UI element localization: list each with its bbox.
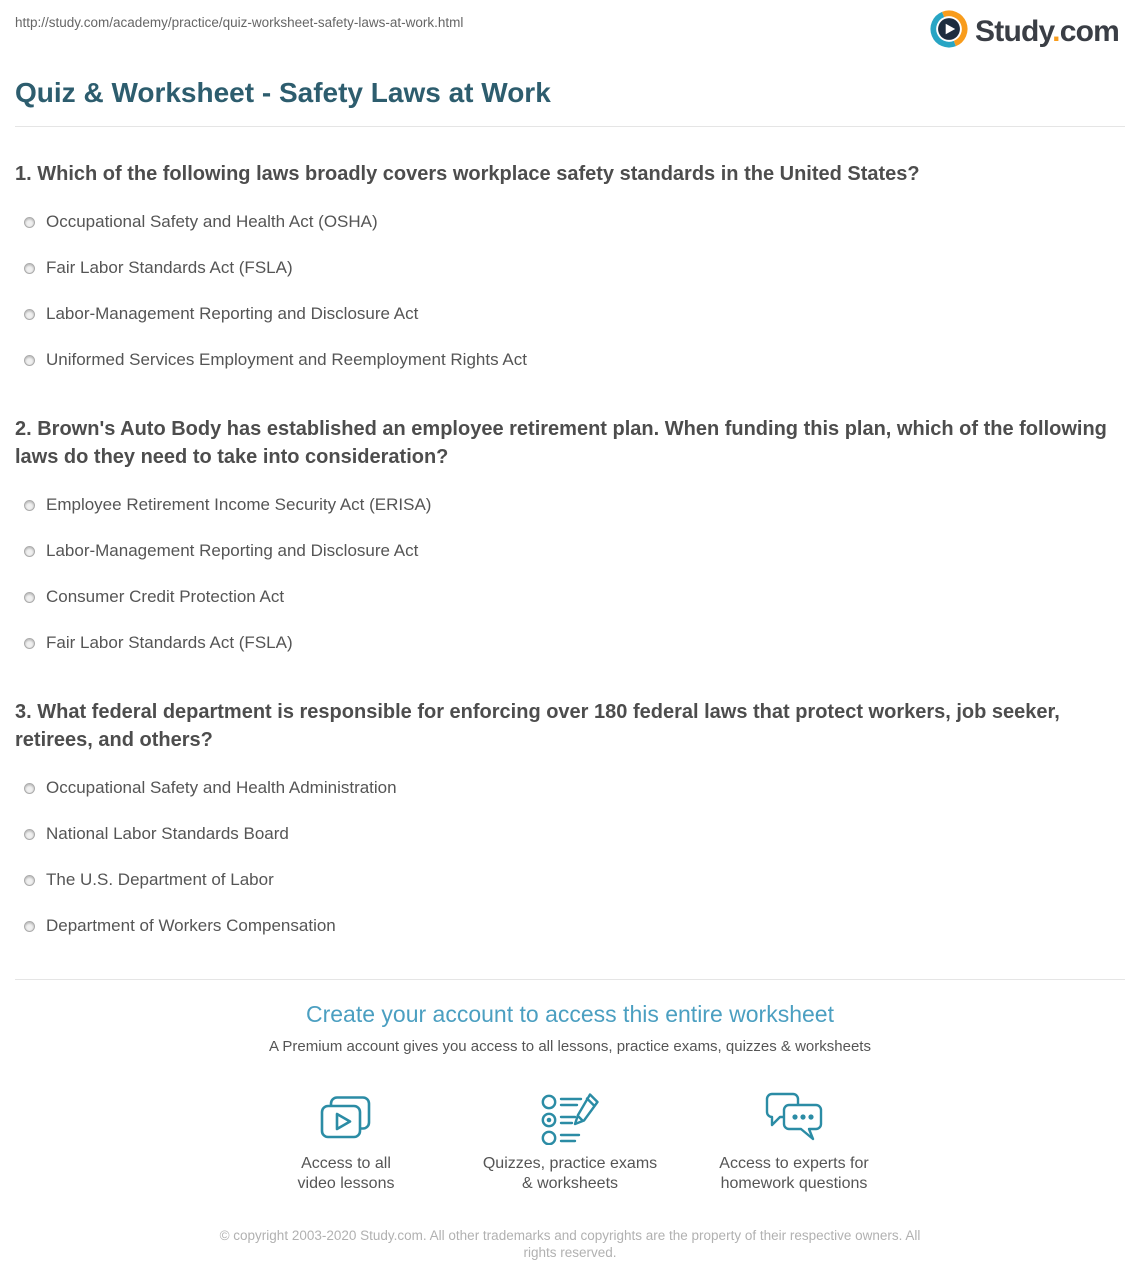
question-1 [15, 160, 1125, 370]
title-divider [15, 126, 1125, 127]
cta-title: Create your account to access this entire worksheet [306, 1001, 834, 1027]
question-3-option-1[interactable] [15, 778, 1125, 798]
option-label[interactable]: Labor-Management Reporting and Disclosure Act [46, 304, 419, 323]
video-lessons-icon [240, 1089, 452, 1145]
page-url: http://study.com/academy/practice/quiz-worksheet-safety-laws-at-work.html [15, 15, 464, 30]
radio-button[interactable] [24, 217, 35, 228]
feature-label: Access to experts for homework questions [719, 1155, 869, 1192]
radio-button[interactable] [24, 875, 35, 886]
radio-button[interactable] [24, 355, 35, 366]
footer [0, 1227, 1140, 1261]
studycom-play-icon [930, 10, 968, 53]
cta-section [0, 1001, 1140, 1194]
option-label[interactable]: Occupational Safety and Health Act (OSHA) [46, 212, 378, 231]
question-2 [15, 415, 1125, 653]
question-2-option-3[interactable] [15, 587, 1125, 607]
topbar [0, 0, 1140, 53]
cta-subtitle: A Premium account gives you access to all lessons, practice exams, quizzes & worksheets [269, 1038, 871, 1055]
question-2-text: 2. Brown's Auto Body has established an employee retirement plan. When funding this plan, which of the following laws do they need to take into consideration? [15, 418, 1107, 468]
option-label[interactable]: Fair Labor Standards Act (FSLA) [46, 258, 293, 277]
radio-button[interactable] [24, 638, 35, 649]
studycom-logo[interactable] [930, 10, 1119, 53]
option-label[interactable]: Fair Labor Standards Act (FSLA) [46, 633, 293, 652]
content-divider [15, 979, 1125, 980]
radio-button[interactable] [24, 500, 35, 511]
page-title: Quiz & Worksheet - Safety Laws at Work [15, 77, 551, 108]
question-2-option-1[interactable] [15, 495, 1125, 515]
feature-expert-chat [688, 1089, 900, 1194]
feature-video-lessons [240, 1089, 452, 1194]
feature-label: Quizzes, practice exams & worksheets [482, 1155, 658, 1192]
quizzes-worksheets-icon [464, 1089, 676, 1145]
studycom-wordmark: Study.com [975, 14, 1119, 48]
question-1-option-4[interactable] [15, 350, 1125, 370]
expert-chat-icon [688, 1089, 900, 1145]
option-label[interactable]: Employee Retirement Income Security Act (ERISA) [46, 495, 432, 514]
radio-button[interactable] [24, 546, 35, 557]
radio-button[interactable] [24, 783, 35, 794]
radio-button[interactable] [24, 829, 35, 840]
option-label[interactable]: Consumer Credit Protection Act [46, 587, 285, 606]
question-1-option-1[interactable] [15, 212, 1125, 232]
radio-button[interactable] [24, 309, 35, 320]
question-1-text: 1. Which of the following laws broadly covers workplace safety standards in the United States? [15, 163, 920, 185]
option-label[interactable]: Labor-Management Reporting and Disclosure Act [46, 541, 419, 560]
option-label[interactable]: Occupational Safety and Health Administration [46, 778, 397, 797]
radio-button[interactable] [24, 263, 35, 274]
radio-button[interactable] [24, 921, 35, 932]
option-label[interactable]: Department of Workers Compensation [46, 916, 336, 935]
question-2-option-4[interactable] [15, 633, 1125, 653]
question-3-option-3[interactable] [15, 870, 1125, 890]
features-row [0, 1089, 1140, 1194]
question-3 [15, 698, 1125, 936]
option-label[interactable]: Uniformed Services Employment and Reemployment Rights Act [46, 350, 527, 369]
question-3-option-2[interactable] [15, 824, 1125, 844]
question-1-option-2[interactable] [15, 258, 1125, 278]
question-3-option-4[interactable] [15, 916, 1125, 936]
question-3-text: 3. What federal department is responsible for enforcing over 180 federal laws that protect workers, job seeker, retirees, and others? [15, 701, 1060, 751]
option-label[interactable]: The U.S. Department of Labor [46, 870, 274, 889]
question-1-option-3[interactable] [15, 304, 1125, 324]
copyright-text: © copyright 2003-2020 Study.com. All other trademarks and copyrights are the property of their respective owners. All rights reserved. [219, 1228, 921, 1260]
option-label[interactable]: National Labor Standards Board [46, 824, 289, 843]
feature-quizzes-worksheets [464, 1089, 676, 1194]
question-2-option-2[interactable] [15, 541, 1125, 561]
radio-button[interactable] [24, 592, 35, 603]
feature-label: Access to all video lessons [297, 1155, 395, 1192]
